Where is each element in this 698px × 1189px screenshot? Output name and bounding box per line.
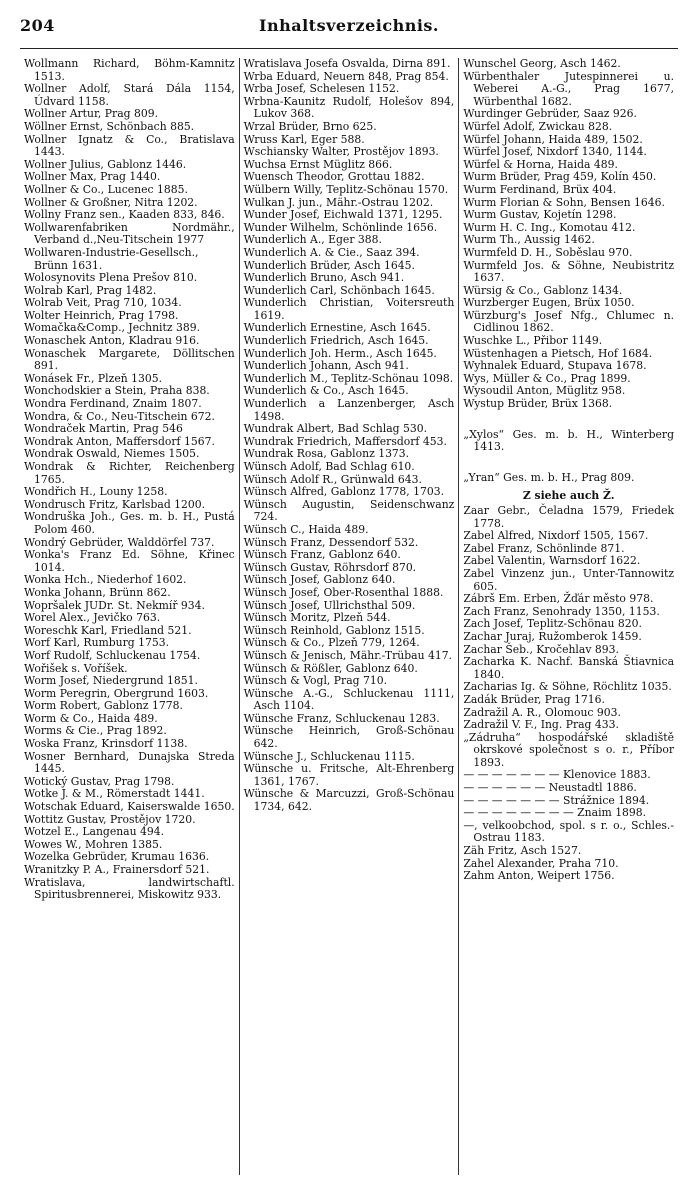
- index-entry: Wünsch Josef, Gablonz 640.: [243, 573, 396, 587]
- index-entry: Wondra, & Co., Neu-Titschein 672.: [24, 409, 215, 423]
- index-entry: Wunderlich A., Eger 388.: [243, 233, 382, 247]
- index-entry: Wonaschek Anton, Kladrau 916.: [24, 334, 200, 348]
- index-entry: Wöllner Ernst, Schönbach 885.: [24, 119, 195, 133]
- index-entry: Wünsch Adolf, Bad Schlag 610.: [243, 460, 415, 473]
- index-entry: Wondřich H., Louny 1258.: [24, 485, 168, 499]
- index-entry: Wunderlich Ernestine, Asch 1645.: [243, 321, 431, 335]
- index-entry: Wunschel Georg, Asch 1462.: [463, 58, 621, 70]
- index-entry: Wünsch & Rößler, Gablonz 640.: [243, 661, 418, 675]
- index-entry: Wunderlich M., Teplitz-Schönau 1098.: [243, 371, 454, 385]
- index-entry: Wünsche Franz, Schluckenau 1283.: [243, 711, 440, 725]
- index-entry: —, velkoobchod, spol. s r. o., Schles.-Ostrau 1183.: [463, 818, 675, 845]
- index-entry: Wünsch Josef, Ober-Rosenthal 1888.: [243, 585, 444, 599]
- section-heading: Z siehe auch Ž.: [522, 489, 615, 503]
- index-entry: Wunderlich Bruno, Asch 941.: [243, 271, 405, 285]
- index-entry: Wottitz Gustav, Prostějov 1720.: [24, 812, 196, 826]
- index-entry: Wotický Gustav, Prag 1798.: [24, 774, 175, 788]
- index-entry: Wystup Brüder, Brüx 1368.: [463, 397, 613, 411]
- page-number: 204: [20, 16, 55, 35]
- index-column-1: [20, 58, 239, 1175]
- index-entry: Wünsch & Jenisch, Mähr.-Trübau 417.: [243, 648, 452, 662]
- index-entry: Wünsch C., Haida 489.: [243, 522, 369, 536]
- index-entry: „Xylos“ Ges. m. b. H., Winterberg 1413.: [463, 427, 675, 454]
- index-entry: Wurm Gustav, Kojetín 1298.: [463, 208, 617, 222]
- index-entry: Wuchsa Ernst Müglitz 866.: [243, 157, 393, 171]
- index-entry: Zacharka K. Nachf. Banská Štiavnica 1840.: [463, 655, 675, 681]
- index-entry: Würzburg's Josef Nfg., Chlumec n. Cidlinou 1862.: [463, 308, 675, 335]
- index-entry: Wonaschek Margarete, Döllitschen 891.: [24, 346, 235, 373]
- index-entry: Wondruška Joh., Ges. m. b. H., Pustá Polom 460.: [24, 510, 235, 536]
- index-entry: Wunder Josef, Eichwald 1371, 1295.: [243, 208, 443, 222]
- index-entry: „Zádruha“ hospodářské skladiště okrskové společnost s o. r., Příbor 1893.: [463, 730, 675, 769]
- index-entry: Wünsch & Co., Plzeň 779, 1264.: [243, 636, 420, 650]
- index-entry: Wunderlich a Lanzenberger, Asch 1498.: [243, 397, 455, 423]
- page-title: Inhaltsverzeichnis.: [258, 16, 439, 35]
- index-entry: Würsig & Co., Gablonz 1434.: [463, 283, 623, 297]
- index-entry: Wondrak Anton, Maffersdorf 1567.: [24, 434, 215, 448]
- index-entry: Wollny Franz sen., Kaaden 833, 846.: [24, 208, 225, 222]
- index-entry: Wowes W., Mohren 1385.: [24, 837, 163, 851]
- index-entry: Würfel Johann, Haida 489, 1502.: [463, 132, 643, 146]
- index-entry: Wünsch Franz, Gablonz 640.: [243, 548, 401, 562]
- index-entry: Wollner Adolf, Stará Dála 1154, Údvard 1158.: [24, 82, 235, 108]
- index-entry: Wünsch Augustin, Seidenschwanz 724.: [243, 497, 455, 524]
- index-entry: — — — — — — — Strážnice 1894.: [463, 793, 650, 807]
- section-gap: [463, 411, 674, 429]
- index-entry: Wollner Max, Prag 1440.: [24, 170, 161, 184]
- index-entry: Wundrak Rosa, Gablonz 1373.: [243, 447, 410, 461]
- index-entry: Wurzberger Eugen, Brüx 1050.: [463, 296, 635, 310]
- index-entry: Wopršalek JUDr. St. Nekmíř 934.: [24, 598, 205, 612]
- index-entry: Woska Franz, Krinsdorf 1138.: [24, 737, 188, 751]
- index-entry: Wonka Johann, Brünn 862.: [24, 585, 171, 599]
- index-entry: Worm Robert, Gablonz 1778.: [24, 699, 183, 713]
- index-entry: Wolosynovits Plena Prešov 810.: [24, 271, 198, 285]
- index-entry: Wotschak Eduard, Kaiserswalde 1650.: [24, 800, 235, 814]
- index-entry: Wüstenhagen a Pietsch, Hof 1684.: [463, 346, 653, 360]
- index-entry: Wollmann Richard, Böhm-Kamnitz 1513.: [24, 58, 235, 83]
- index-entry: Worel Alex., Jevičko 763.: [24, 611, 161, 625]
- index-entry: Wurm Brüder, Prag 459, Kolín 450.: [463, 170, 657, 184]
- index-entry: Wurm Th., Aussig 1462.: [463, 233, 595, 247]
- index-entry: Wünsch Franz, Dessendorf 532.: [243, 535, 419, 549]
- index-entry: Wurmfeld D. H., Soběslau 970.: [463, 245, 633, 259]
- index-entry: Zahel Alexander, Praha 710.: [463, 856, 619, 870]
- index-entry: Wratislava, landwirtschaftl. Spiritusbrennerei, Miskowitz 933.: [24, 875, 235, 902]
- index-entry: Wollwarenfabriken Nordmähr., Verband d.,Neu-Titschein 1977: [24, 220, 235, 247]
- index-entry: Zábrš Em. Erben, Žďár město 978.: [463, 592, 654, 606]
- index-entry: Zabel Franz, Schönlinde 871.: [463, 541, 625, 555]
- index-entry: Zahm Anton, Weipert 1756.: [463, 869, 615, 883]
- index-entry: Wünsch Moritz, Plzeň 544.: [243, 611, 391, 625]
- index-entry: Worms & Cie., Prag 1892.: [24, 724, 167, 738]
- index-entry: Wunderlich A. & Cie., Saaz 394.: [243, 245, 420, 259]
- index-entry: Wolrab Karl, Prag 1482.: [24, 283, 157, 297]
- index-entry: Wořišek s. Voříšek.: [24, 661, 128, 675]
- index-entry: Wurm H. C. Ing., Komotau 412.: [463, 220, 636, 234]
- index-entry: Wondraček Martin, Prag 546: [24, 422, 183, 436]
- index-entry: Würfel Adolf, Zwickau 828.: [463, 119, 613, 133]
- index-entry: Wrbna-Kaunitz Rudolf, Holešov 894, Lukov 368.: [243, 94, 455, 121]
- index-entry: Zach Josef, Teplitz-Schönau 820.: [463, 617, 642, 631]
- index-entry: Wunderlich Friedrich, Asch 1645.: [243, 334, 429, 348]
- index-entry: Zacharias Ig. & Söhne, Röchlitz 1035.: [463, 680, 672, 694]
- index-entry: Würfel & Horna, Haida 489.: [463, 157, 618, 171]
- index-entry: Wozelka Gebrüder, Krumau 1636.: [24, 850, 210, 864]
- index-entry: Wünsche Heinrich, Groß-Schönau 642.: [243, 724, 455, 751]
- index-entry: Wunderlich Joh. Herm., Asch 1645.: [243, 346, 437, 360]
- index-entry: Wys, Müller & Co., Prag 1899.: [463, 371, 631, 385]
- index-entry: Wondrý Gebrüder, Walddörfel 737.: [24, 535, 215, 549]
- index-entry: Womačka&Comp., Jechnitz 389.: [24, 321, 201, 335]
- index-entry: Wünsche u. Fritsche, Alt-Ehrenberg 1361, 1767.: [243, 762, 455, 788]
- index-entry: Worm Josef, Niedergrund 1851.: [24, 674, 198, 688]
- index-entry: Wunderlich Christian, Voitersreuth 1619.: [243, 296, 455, 322]
- index-entry: Wyhnalek Eduard, Stupava 1678.: [463, 359, 647, 373]
- index-column-3: [458, 58, 678, 1175]
- index-entry: Zachar Juraj, Ružomberok 1459.: [463, 629, 642, 643]
- index-entry: Worm & Co., Haida 489.: [24, 711, 158, 725]
- index-entry: — — — — — — — Klenovice 1883.: [463, 768, 651, 782]
- index-entry: Zabel Vinzenz jun., Unter-Tannowitz 605.: [463, 566, 675, 593]
- index-entry: „Yran“ Ges. m. b. H., Prag 809.: [463, 470, 635, 484]
- index-entry: Zadražil A. R., Olomouc 903.: [463, 705, 621, 719]
- index-entry: Wuensch Theodor, Grottau 1882.: [243, 170, 425, 184]
- index-entry: Worm Peregrin, Obergrund 1603.: [24, 686, 209, 700]
- index-entry: Wotzel E., Langenau 494.: [24, 825, 165, 839]
- index-entry: Wysoudil Anton, Müglitz 958.: [463, 384, 626, 398]
- index-entry: Wollner Ignatz & Co., Bratislava 1443.: [24, 132, 235, 159]
- index-entry: Wollner Artur, Prag 809.: [24, 107, 159, 121]
- index-entry: Wünsche & Marcuzzi, Groß-Schönau 1734, 642.: [243, 787, 455, 814]
- index-entry: Worf Rudolf, Schluckenau 1754.: [24, 648, 201, 662]
- index-column-2: [239, 58, 459, 1175]
- index-entry: Wondra Ferdinand, Znaim 1807.: [24, 397, 202, 411]
- index-entry: Wonásek Fr., Plzeň 1305.: [24, 371, 163, 385]
- index-entry: Wünsch Adolf R., Grünwald 643.: [243, 472, 422, 486]
- index-entry: Zach Franz, Senohrady 1350, 1153.: [463, 604, 660, 618]
- index-entry: Wunderlich Brüder, Asch 1645.: [243, 258, 415, 272]
- index-entry: Wurdinger Gebrüder, Saaz 926.: [463, 107, 637, 121]
- index-entry: Wülbern Willy, Teplitz-Schönau 1570.: [243, 182, 449, 196]
- index-entry: Wonchodskier a Stein, Praha 838.: [24, 384, 210, 398]
- index-entry: Wrba Josef, Schelesen 1152.: [243, 82, 400, 96]
- index-entry: — — — — — — — — Znaim 1898.: [463, 806, 647, 820]
- section-gap: [463, 454, 674, 472]
- index-entry: Wuschke L., Přibor 1149.: [463, 334, 603, 348]
- index-entry: Wonka's Franz Ed. Söhne, Křinec 1014.: [24, 548, 235, 574]
- index-entry: Wrba Eduard, Neuern 848, Prag 854.: [243, 69, 449, 83]
- index-entry: Wollner & Co., Lucenec 1885.: [24, 182, 188, 196]
- index-entry: Wosner Bernhard, Dunajska Streda 1445.: [24, 749, 235, 776]
- index-entry: Wünsch Alfred, Gablonz 1778, 1703.: [243, 485, 445, 499]
- index-entry: Wurmfeld Jos. & Söhne, Neubistritz 1637.: [463, 258, 675, 285]
- index-entry: Wünsch Gustav, Röhrsdorf 870.: [243, 560, 417, 574]
- index-entry: Wunderlich & Co., Asch 1645.: [243, 384, 409, 398]
- index-entry: Wolrab Veit, Prag 710, 1034.: [24, 296, 182, 310]
- index-entry: Wratislava Josefa Osvalda, Dirna 891.: [243, 58, 451, 70]
- index-entry: Wotke J. & M., Römerstadt 1441.: [24, 787, 205, 801]
- index-entry: Wonka Hch., Niederhof 1602.: [24, 573, 187, 587]
- index-entry: Wurm Ferdinand, Brüx 404.: [463, 182, 617, 196]
- index-entry: — — — — — — Neustadtl 1886.: [463, 781, 637, 795]
- index-entry: Wundrak Albert, Bad Schlag 530.: [243, 422, 428, 436]
- index-entry: Zabel Valentin, Warnsdorf 1622.: [463, 554, 641, 568]
- index-entry: Würbenthaler Jutespinnerei u. Weberei A.-G., Prag 1677, Würbenthal 1682.: [463, 69, 675, 108]
- index-entry: Wrzal Brüder, Brno 625.: [243, 119, 377, 133]
- index-entry: Wünsch Reinhold, Gablonz 1515.: [243, 623, 425, 637]
- index-entry: Worf Karl, Rumburg 1753.: [24, 636, 170, 650]
- index-entry: Wondrusch Fritz, Karlsbad 1200.: [24, 497, 206, 511]
- index-entry: Würfel Josef, Nixdorf 1340, 1144.: [463, 145, 647, 159]
- index-entry: Wondrak & Richter, Reichenberg 1765.: [24, 460, 235, 486]
- index-entry: Zachar Šeb., Kročehlav 893.: [463, 642, 619, 656]
- index-entry: Wolter Heinrich, Prag 1798.: [24, 308, 179, 322]
- index-entry: Woreschk Karl, Friedland 521.: [24, 623, 192, 637]
- index-entry: Wünsch Josef, Ullrichsthal 509.: [243, 598, 416, 612]
- index-entry: Wranitzky P. A., Frainersdorf 521.: [24, 863, 210, 876]
- index-entry: Wünsch & Vogl, Prag 710.: [243, 674, 388, 688]
- index-entry: Wollner Julius, Gablonz 1446.: [24, 157, 187, 171]
- index-entry: Wunderlich Carl, Schönbach 1645.: [243, 283, 435, 297]
- index-entry: Wünsche A.-G., Schluckenau 1111, Asch 1104.: [243, 686, 455, 713]
- index-entry: Zadák Brüder, Prag 1716.: [463, 692, 605, 706]
- index-entry: Wondrak Oswald, Niemes 1505.: [24, 447, 200, 461]
- index-entry: Wunderlich Johann, Asch 941.: [243, 359, 409, 373]
- index-entry: Wunder Wilhelm, Schönlinde 1656.: [243, 220, 438, 234]
- header-rule: [20, 48, 678, 49]
- index-entry: Wünsche J., Schluckenau 1115.: [243, 749, 415, 763]
- index-entry: Zäh Fritz, Asch 1527.: [463, 844, 582, 858]
- index-entry: Wurm Florian & Sohn, Bensen 1646.: [463, 195, 665, 209]
- index-entry: Wruss Karl, Eger 588.: [243, 132, 365, 146]
- index-entry: Wundrak Friedrich, Maffersdorf 453.: [243, 434, 447, 448]
- index-entry: Wulkan J. jun., Mähr.-Ostrau 1202.: [243, 195, 434, 209]
- index-entry: Wollwaren-Industrie-Gesellsch., Brünn 1631.: [24, 245, 199, 272]
- index-entry: Wschiansky Walter, Prostějov 1893.: [243, 145, 439, 159]
- index-entry: Zaar Gebr., Čeladna 1579, Friedek 1778.: [463, 504, 675, 530]
- index-entry: Zadražil V. F., Ing. Prag 433.: [463, 718, 619, 732]
- index-entry: Zabel Alfred, Nixdorf 1505, 1567.: [463, 529, 649, 543]
- index-columns: [20, 58, 678, 1175]
- index-entry: Wollner & Großner, Nitra 1202.: [24, 195, 198, 209]
